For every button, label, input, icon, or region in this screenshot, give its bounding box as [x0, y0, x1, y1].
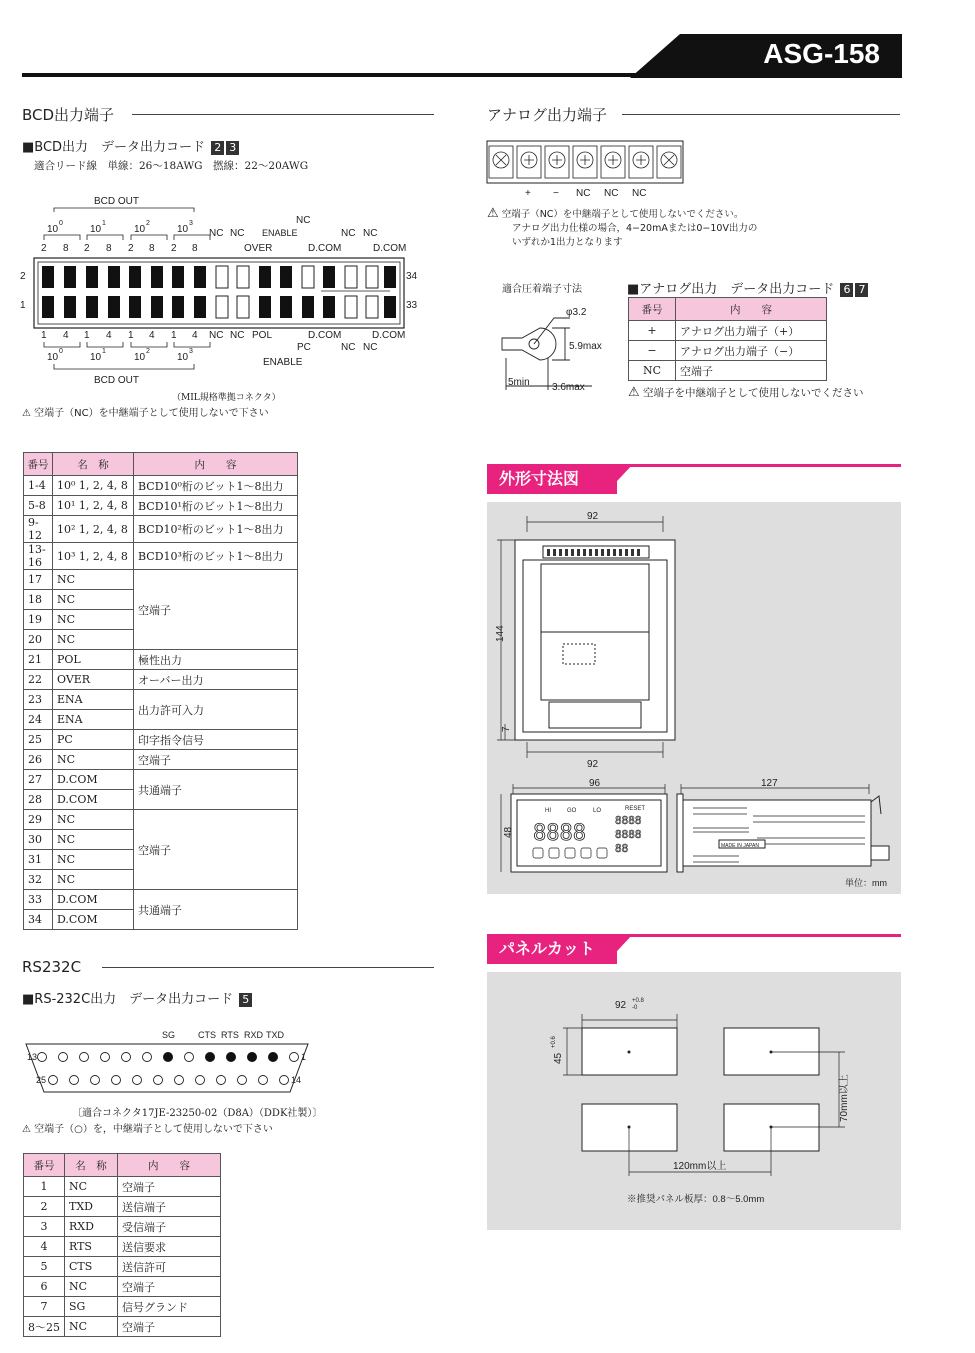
table-cell: 13-16 [24, 543, 53, 570]
svg-text:8888: 8888 [615, 828, 642, 841]
table-cell: 極性出力 [134, 650, 298, 670]
pin-1-label: 1 [301, 1052, 307, 1062]
warning-icon: ⚠ [22, 1124, 31, 1135]
analog-code-6: 6 [840, 283, 853, 297]
analog-term-nc3: NC [632, 188, 647, 199]
table-cell: D.COM [53, 790, 134, 810]
table-cell: 8〜25 [24, 1317, 65, 1337]
table-cell: NC [65, 1277, 118, 1297]
connector-pins-bottom [42, 296, 396, 318]
table-cell: 27 [24, 770, 53, 790]
table-cell: 10² 1, 2, 4, 8 [53, 516, 134, 543]
analog-section-title: アナログ出力端子 [487, 106, 608, 124]
table-cell: 7 [24, 1297, 65, 1317]
bpow-0-exp: 0 [59, 348, 63, 355]
front-label-reset: RESET [625, 806, 646, 812]
pow-0-exp: 0 [59, 220, 63, 227]
table-cell: 送信許可 [118, 1257, 221, 1277]
table-cell: オーバー出力 [134, 670, 298, 690]
table-cell: RXD [65, 1217, 118, 1237]
table-cell: BCD10³桁のビット1〜8出力 [134, 543, 298, 570]
analog-term-plus: + [525, 188, 531, 199]
bit-bot-7: 4 [192, 330, 198, 341]
table-row [24, 1297, 221, 1317]
pin-label-cts: CTS [198, 1030, 216, 1040]
bit-top-6: 2 [171, 243, 177, 254]
table-cell: OVER [53, 670, 134, 690]
bcd-out-top-label: BCD OUT [94, 196, 139, 207]
analog-title-rule [622, 114, 900, 115]
table-cell: アナログ出力端子（+） [676, 321, 827, 341]
table-cell: PC [53, 730, 134, 750]
bpow-3: 10 [177, 352, 189, 363]
rs232-connector-note: 〔適合コネクタ17JE-23250-02（D8A）（DDK社製）〕 [72, 1108, 323, 1119]
pin-13: 13 [27, 1052, 38, 1062]
analog-term-nc2: NC [604, 188, 619, 199]
pin-label-rxd: RXD [244, 1030, 264, 1040]
table-row [24, 543, 298, 570]
bit-top-3: 8 [106, 243, 112, 254]
panelcut-drawing [487, 972, 901, 1230]
table-cell: 10⁰ 1, 2, 4, 8 [53, 476, 134, 496]
dim-front-h: 48 [503, 826, 514, 838]
bpow-0: 10 [47, 352, 59, 363]
table-row [24, 1257, 221, 1277]
table-cell: 19 [24, 610, 53, 630]
table-row [24, 1317, 221, 1337]
table-row [24, 476, 298, 496]
table-cell: 34 [24, 910, 53, 930]
analog-term-nc1: NC [576, 188, 591, 199]
bcd-connector-diagram [16, 190, 441, 395]
lbl-dcom-top-2: D.COM [373, 243, 407, 254]
crimp-h: 5.9max [569, 341, 602, 352]
table-cell: NC [65, 1317, 118, 1337]
table-cell: ENA [53, 690, 134, 710]
lbl-nc-b: NC [230, 228, 245, 239]
analog-table [628, 297, 827, 381]
bcd-title-rule [132, 114, 434, 115]
bcd-code-2: 2 [211, 141, 224, 155]
table-cell: 空端子 [118, 1317, 221, 1337]
table-cell: 23 [24, 690, 53, 710]
table-cell: 6 [24, 1277, 65, 1297]
table-cell: 4 [24, 1237, 65, 1257]
table-cell: 空端子 [118, 1177, 221, 1197]
crimp-label: 適合圧着端子寸法 [502, 284, 582, 295]
lbl-bot-nc-b: NC [230, 330, 245, 341]
table-cell: 共通端子 [134, 770, 298, 810]
table-cell: BCD10⁰桁のビット1〜8出力 [134, 476, 298, 496]
bcd-out-bottom-label: BCD OUT [94, 375, 139, 386]
th-no: 番号 [24, 453, 53, 476]
table-cell: 21 [24, 650, 53, 670]
table-row [24, 810, 298, 830]
table-cell: 空端子 [134, 810, 298, 890]
lbl-bot-nc-d: NC [363, 342, 378, 353]
rs232-pins-active [163, 1052, 278, 1062]
crimp-terminal-diagram [494, 298, 624, 398]
table-cell: BCD10²桁のビット1〜8出力 [134, 516, 298, 543]
analog-code-7: 7 [855, 283, 868, 297]
table-cell: NC [53, 590, 134, 610]
bcd-wire-note: 適合リード線 単線：26〜18AWG 撚線：22〜20AWG [34, 160, 309, 172]
table-cell: D.COM [53, 770, 134, 790]
svg-text:88: 88 [615, 842, 629, 855]
lbl-dcom-bot-2: D.COM [372, 330, 406, 341]
analog-warning-line-3: いずれか1出力となります [512, 237, 623, 248]
table-cell: 5-8 [24, 496, 53, 516]
bit-top-2: 2 [84, 243, 90, 254]
panel-note: ※推奨パネル板厚：0.8〜5.0mm [627, 1194, 765, 1205]
pin-34: 34 [406, 271, 418, 282]
table-cell: NC [53, 570, 134, 590]
analog-terminal-block [486, 140, 686, 202]
table-row [24, 496, 298, 516]
bcd-table [23, 452, 298, 930]
svg-text:+0.8: +0.8 [632, 998, 644, 1004]
connector-pins-top [42, 266, 396, 288]
table-cell: 印字指令信号 [134, 730, 298, 750]
front-label-go: GO [567, 808, 577, 814]
pin-14: 14 [291, 1075, 302, 1085]
table-cell: 29 [24, 810, 53, 830]
table-cell: 受信端子 [118, 1217, 221, 1237]
panelcut-title-text: パネルカット [499, 939, 595, 958]
pin-label-rts: RTS [221, 1030, 239, 1040]
bit-top-5: 8 [149, 243, 155, 254]
table-cell: D.COM [53, 890, 134, 910]
svg-text:8888: 8888 [533, 821, 586, 846]
table-cell: 空端子 [134, 570, 298, 650]
table-cell: BCD10¹桁のビット1〜8出力 [134, 496, 298, 516]
table-cell: D.COM [53, 910, 134, 930]
pow-0: 10 [47, 224, 59, 235]
crimp-min: 5min [508, 377, 530, 388]
table-row [24, 1277, 221, 1297]
rs232-connector-diagram [18, 1026, 318, 1101]
table-row [24, 516, 298, 543]
rs232-code: 5 [239, 993, 252, 1007]
analog-subtitle-text: ■アナログ出力 データ出力コード [627, 282, 835, 297]
crimp-phi: φ3.2 [566, 307, 587, 318]
bpow-1-exp: 1 [102, 348, 106, 355]
bit-top-1: 8 [63, 243, 69, 254]
bcd-subtitle-text: ■BCD出力 データ出力コード [22, 140, 206, 155]
lbl-pc: PC [297, 342, 311, 353]
bcd-subtitle [22, 136, 239, 155]
svg-text:8888: 8888 [615, 814, 642, 827]
dim-top-w: 92 [587, 511, 599, 522]
table-cell: NC [65, 1177, 118, 1197]
lbl-bot-nc-a: NC [209, 330, 224, 341]
table-cell: NC [629, 361, 676, 381]
analog-warning-line-1: 空端子（NC）を中継端子として使用しないでください。 [501, 209, 744, 220]
bpow-3-exp: 3 [189, 348, 193, 355]
table-row [24, 1217, 221, 1237]
dim-depth: 127 [761, 778, 778, 789]
pin-label-txd: TXD [266, 1030, 284, 1040]
table-cell: 28 [24, 790, 53, 810]
th-name: 名 称 [53, 453, 134, 476]
table-row [24, 570, 298, 590]
th-content: 内 容 [676, 298, 827, 321]
outline-title-tail [605, 464, 901, 494]
table-cell: 送信要求 [118, 1237, 221, 1257]
table-cell: 共通端子 [134, 890, 298, 930]
analog-warning-2 [628, 385, 864, 400]
warning-icon: ⚠ [628, 385, 640, 400]
dim-seven: 7 [501, 726, 512, 732]
model-banner [630, 34, 902, 78]
table-cell: TXD [65, 1197, 118, 1217]
table-cell: 2 [24, 1197, 65, 1217]
table-row [24, 1197, 221, 1217]
panelcut-title [487, 934, 617, 964]
panel-h: 45 [553, 1052, 564, 1064]
table-cell: 22 [24, 670, 53, 690]
table-cell: 25 [24, 730, 53, 750]
analog-warning-2-text: 空端子を中継端子として使用しないでください [643, 387, 864, 399]
svg-text:-0: -0 [632, 1005, 638, 1011]
bit-top-4: 2 [128, 243, 134, 254]
lbl-bot-nc-c: NC [341, 342, 356, 353]
table-cell: NC [53, 870, 134, 890]
outline-title [487, 464, 617, 494]
table-row [24, 770, 298, 790]
bpow-1: 10 [90, 352, 102, 363]
table-row [24, 650, 298, 670]
table-cell: 33 [24, 890, 53, 910]
bit-bot-6: 1 [171, 330, 177, 341]
bcd-code-3: 3 [226, 141, 239, 155]
outline-title-text: 外形寸法図 [499, 469, 580, 488]
table-row [24, 670, 298, 690]
table-cell: 32 [24, 870, 53, 890]
table-cell: 31 [24, 850, 53, 870]
rs232-pins-bottom [49, 1076, 289, 1085]
table-cell: 9-12 [24, 516, 53, 543]
rs232-warning-text: 空端子（○）を，中継端子として使用しないで下さい [34, 1124, 273, 1135]
panel-w: 92 [615, 1000, 627, 1011]
bpow-2: 10 [134, 352, 146, 363]
warning-icon: ⚠ [22, 408, 31, 419]
table-cell: 1 [24, 1177, 65, 1197]
header-rule [22, 73, 662, 77]
th-no: 番号 [24, 1154, 65, 1177]
table-cell: 10¹ 1, 2, 4, 8 [53, 496, 134, 516]
table-cell: 18 [24, 590, 53, 610]
outline-unit: 単位：mm [845, 878, 887, 888]
crimp-w: 3.6max [552, 382, 585, 393]
table-cell: 26 [24, 750, 53, 770]
table-cell: 出力許可入力 [134, 690, 298, 730]
table-cell: SG [65, 1297, 118, 1317]
table-cell: 5 [24, 1257, 65, 1277]
panel-v-gap: 70mm以上 [839, 1074, 850, 1122]
lbl-pol: POL [252, 330, 273, 341]
table-cell: NC [53, 750, 134, 770]
front-label-lo: LO [593, 808, 602, 814]
bcd-warning-text: 空端子（NC）を中継端子として使用しないで下さい [34, 408, 269, 419]
pow-3-exp: 3 [189, 220, 193, 227]
dim-bottom-w: 92 [587, 759, 599, 770]
panel-h-gap: 120mm以上 [673, 1161, 727, 1172]
table-cell: RTS [65, 1237, 118, 1257]
bit-bot-1: 4 [63, 330, 69, 341]
table-cell: 24 [24, 710, 53, 730]
pin-1: 1 [20, 300, 26, 311]
table-row [24, 690, 298, 710]
rs232-subtitle-text: ■RS-232C出力 データ出力コード [22, 992, 234, 1007]
table-cell: NC [53, 810, 134, 830]
table-cell: 3 [24, 1217, 65, 1237]
bpow-2-exp: 2 [146, 348, 150, 355]
table-cell: 30 [24, 830, 53, 850]
rs232-subtitle [22, 988, 252, 1007]
table-cell: − [629, 341, 676, 361]
table-cell: CTS [65, 1257, 118, 1277]
lbl-nc-a: NC [209, 228, 224, 239]
th-content: 内 容 [118, 1154, 221, 1177]
table-cell: 空端子 [134, 750, 298, 770]
lbl-nc-d: NC [341, 228, 356, 239]
pin-33: 33 [406, 300, 418, 311]
warning-icon: ⚠ [487, 206, 499, 221]
lbl-nc-e: NC [363, 228, 378, 239]
bit-top-7: 8 [192, 243, 198, 254]
table-row [24, 890, 298, 910]
table-cell: ENA [53, 710, 134, 730]
front-label-hi: HI [545, 808, 551, 814]
th-name: 名 称 [65, 1154, 118, 1177]
analog-warning-line-2: アナログ出力仕様の場合，4−20mAまたは0−10V出力の [512, 223, 758, 234]
table-cell: 空端子 [676, 361, 827, 381]
table-cell: 10³ 1, 2, 4, 8 [53, 543, 134, 570]
lbl-dcom-top-1: D.COM [308, 243, 342, 254]
lbl-enable-top: ENABLE [262, 228, 298, 238]
pow-1-exp: 1 [102, 220, 106, 227]
dim-front-w: 96 [589, 778, 601, 789]
table-row [629, 361, 827, 381]
rs232-table [23, 1153, 221, 1337]
table-cell: 20 [24, 630, 53, 650]
table-row [24, 1237, 221, 1257]
table-cell: NC [53, 830, 134, 850]
bcd-warning [22, 404, 269, 419]
pin-2: 2 [20, 271, 26, 282]
bit-top-0: 2 [41, 243, 47, 254]
bit-bot-2: 1 [84, 330, 90, 341]
table-cell: NC [53, 610, 134, 630]
table-cell: 送信端子 [118, 1197, 221, 1217]
table-cell: 1-4 [24, 476, 53, 496]
bcd-section-title: BCD出力端子 [22, 106, 115, 124]
bit-bot-5: 4 [149, 330, 155, 341]
analog-subtitle [627, 278, 868, 297]
analog-term-minus: − [553, 188, 559, 199]
table-row [629, 321, 827, 341]
lbl-enable-bot: ENABLE [263, 357, 303, 368]
pin-25: 25 [36, 1075, 47, 1085]
table-cell: + [629, 321, 676, 341]
rs232-section-title: RS232C [22, 958, 82, 976]
bit-bot-4: 1 [128, 330, 134, 341]
pow-2: 10 [134, 224, 146, 235]
th-no: 番号 [629, 298, 676, 321]
lbl-over: OVER [244, 243, 273, 254]
table-cell: NC [53, 850, 134, 870]
model-title: ASG-158 [763, 38, 880, 69]
table-cell: 17 [24, 570, 53, 590]
bcd-connector-note: （MIL規格準拠コネクタ） [172, 393, 281, 403]
pin-label-sg: SG [162, 1030, 176, 1040]
panelcut-title-tail [605, 934, 901, 964]
pow-1: 10 [90, 224, 102, 235]
bit-bot-0: 1 [41, 330, 47, 341]
table-cell: POL [53, 650, 134, 670]
table-row [24, 1177, 221, 1197]
rs232-warning [22, 1120, 273, 1135]
analog-warning [487, 207, 757, 250]
th-content: 内 容 [134, 453, 298, 476]
table-row [24, 750, 298, 770]
made-in-japan: MADE IN JAPAN [721, 843, 759, 849]
rs232-title-rule [102, 967, 434, 968]
outline-drawing [487, 502, 901, 894]
svg-text:+0.6: +0.6 [551, 1036, 557, 1048]
pow-3: 10 [177, 224, 189, 235]
table-cell: アナログ出力端子（−） [676, 341, 827, 361]
table-row [24, 730, 298, 750]
dim-height: 144 [495, 625, 506, 642]
table-row [629, 341, 827, 361]
table-cell: 信号グランド [118, 1297, 221, 1317]
table-cell: NC [53, 630, 134, 650]
lbl-nc-c: NC [296, 215, 311, 226]
bit-bot-3: 4 [106, 330, 112, 341]
pow-2-exp: 2 [146, 220, 150, 227]
table-cell: 空端子 [118, 1277, 221, 1297]
lbl-dcom-bot-1: D.COM [308, 330, 342, 341]
